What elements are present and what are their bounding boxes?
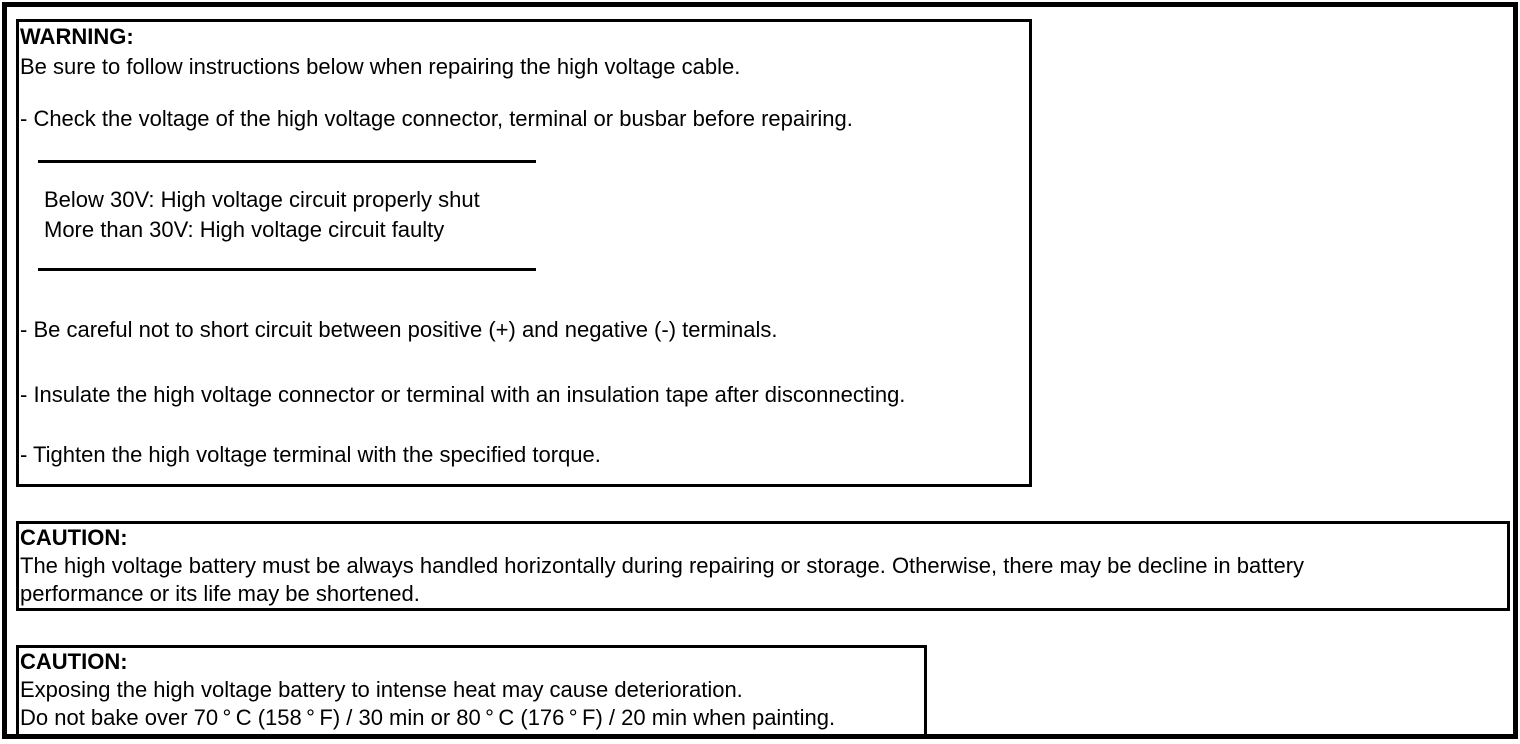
warning-item-short-circuit: - Be careful not to short circuit between positive (+) and negative (-) terminals. <box>20 317 778 342</box>
caution-heat-text-line2: Do not bake over 70 ° C (158 ° F) / 30 min or 80 ° C (176 ° F) / 20 min when painting. <box>20 705 836 730</box>
warning-title: WARNING: <box>20 24 134 49</box>
separator-line-bottom <box>38 268 536 271</box>
caution-handling-text-line2: performance or its life may be shortened. <box>20 581 420 606</box>
warning-item-check-voltage: - Check the voltage of the high voltage connector, terminal or busbar before repairing. <box>20 106 853 131</box>
caution-handling-text-line1: The high voltage battery must be always handled horizontally during repairing or storage. Otherwise, there may be decline in battery <box>20 553 1305 578</box>
manual-page <box>2 2 1518 739</box>
separator-line-top <box>38 160 536 163</box>
caution-heat-text-line1: Exposing the high voltage battery to intense heat may cause deterioration. <box>20 677 743 702</box>
warning-intro: Be sure to follow instructions below when repairing the high voltage cable. <box>20 54 741 79</box>
voltage-note-more-than-30v: More than 30V: High voltage circuit faulty <box>44 217 445 242</box>
warning-item-insulate: - Insulate the high voltage connector or terminal with an insulation tape after disconnecting. <box>20 382 906 407</box>
warning-box <box>16 19 1032 487</box>
warning-item-tighten: - Tighten the high voltage terminal with the specified torque. <box>20 442 601 467</box>
caution-handling-title: CAUTION: <box>20 525 128 550</box>
caution-heat-box <box>16 645 927 737</box>
caution-heat-title: CAUTION: <box>20 649 128 674</box>
voltage-note-below-30v: Below 30V: High voltage circuit properly shut <box>44 187 480 212</box>
caution-handling-box <box>16 521 1510 611</box>
